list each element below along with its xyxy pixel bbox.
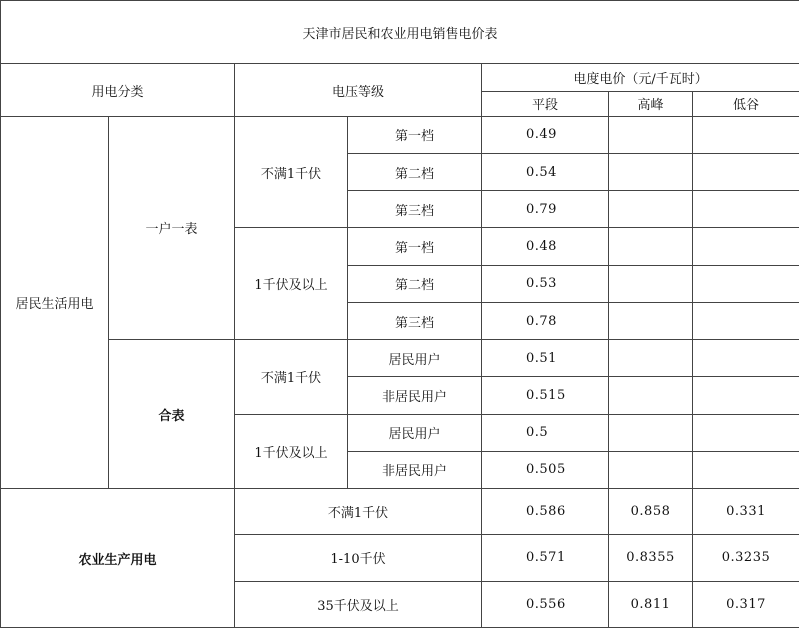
header-flat: 平段 <box>482 91 609 116</box>
price-peak <box>609 228 693 265</box>
price-valley: 0.331 <box>693 489 799 535</box>
combined-below-1kv-label: 不满1千伏 <box>235 340 348 414</box>
agri-level-label: 不满1千伏 <box>235 489 482 535</box>
price-flat: 0.505 <box>482 451 609 488</box>
combined-meter-label: 合表 <box>109 340 235 489</box>
price-valley <box>693 265 799 302</box>
price-valley <box>693 153 799 190</box>
single-below-1kv-label: 不满1千伏 <box>235 116 348 228</box>
tier-label: 第三档 <box>348 191 482 228</box>
price-valley <box>693 451 799 488</box>
combined-above-1kv-label: 1千伏及以上 <box>235 414 348 488</box>
price-valley: 0.317 <box>693 581 799 627</box>
single-meter-label: 一户一表 <box>109 116 235 339</box>
price-flat: 0.49 <box>482 116 609 153</box>
price-valley <box>693 191 799 228</box>
price-valley: 0.3235 <box>693 535 799 581</box>
tier-label: 第一档 <box>348 116 482 153</box>
header-valley: 低谷 <box>693 91 799 116</box>
price-peak <box>609 414 693 451</box>
price-peak <box>609 265 693 302</box>
tier-label: 第二档 <box>348 153 482 190</box>
user-type-label: 非居民用户 <box>348 377 482 414</box>
agri-level-label: 35千伏及以上 <box>235 581 482 627</box>
agri-level-label: 1-10千伏 <box>235 535 482 581</box>
price-flat: 0.51 <box>482 340 609 377</box>
header-peak: 高峰 <box>609 91 693 116</box>
price-flat: 0.5 <box>482 414 609 451</box>
header-category: 用电分类 <box>1 64 235 116</box>
price-flat: 0.571 <box>482 535 609 581</box>
price-valley <box>693 228 799 265</box>
user-type-label: 居民用户 <box>348 340 482 377</box>
user-type-label: 居民用户 <box>348 414 482 451</box>
price-valley <box>693 302 799 339</box>
price-peak: 0.811 <box>609 581 693 627</box>
price-peak <box>609 377 693 414</box>
price-valley <box>693 116 799 153</box>
price-peak <box>609 191 693 228</box>
header-price: 电度电价（元/千瓦时） <box>482 64 799 91</box>
price-valley <box>693 414 799 451</box>
price-flat: 0.54 <box>482 153 609 190</box>
price-peak <box>609 153 693 190</box>
price-valley <box>693 340 799 377</box>
agriculture-label: 农业生产用电 <box>1 489 235 628</box>
price-valley <box>693 377 799 414</box>
single-above-1kv-label: 1千伏及以上 <box>235 228 348 340</box>
price-peak <box>609 302 693 339</box>
tier-label: 第三档 <box>348 302 482 339</box>
price-peak <box>609 451 693 488</box>
tier-label: 第二档 <box>348 265 482 302</box>
price-flat: 0.515 <box>482 377 609 414</box>
user-type-label: 非居民用户 <box>348 451 482 488</box>
price-peak: 0.858 <box>609 489 693 535</box>
price-flat: 0.556 <box>482 581 609 627</box>
price-flat: 0.48 <box>482 228 609 265</box>
price-flat: 0.78 <box>482 302 609 339</box>
residential-label: 居民生活用电 <box>1 116 109 488</box>
price-flat: 0.53 <box>482 265 609 302</box>
price-peak <box>609 340 693 377</box>
price-flat: 0.586 <box>482 489 609 535</box>
price-peak: 0.8355 <box>609 535 693 581</box>
price-flat: 0.79 <box>482 191 609 228</box>
price-peak <box>609 116 693 153</box>
header-voltage-level: 电压等级 <box>235 64 482 116</box>
tier-label: 第一档 <box>348 228 482 265</box>
table-title: 天津市居民和农业用电销售电价表 <box>1 1 799 64</box>
